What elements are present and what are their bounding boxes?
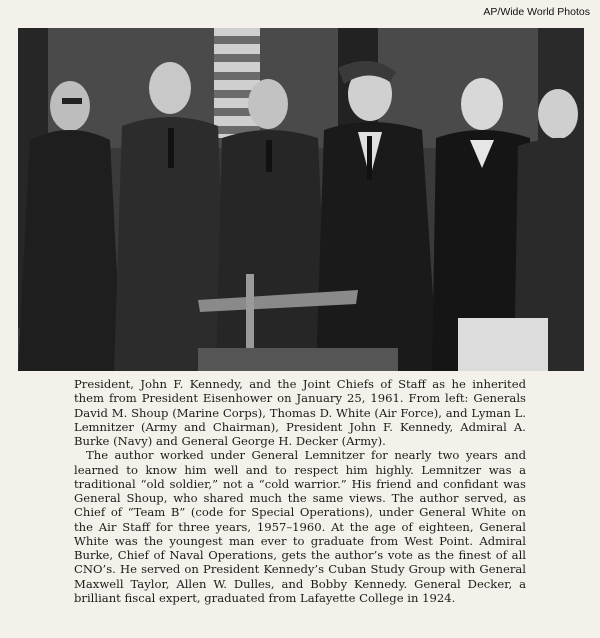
photo-credit: AP/Wide World Photos: [483, 6, 590, 18]
group-photograph: [18, 28, 584, 371]
caption-text: [74, 377, 526, 605]
body-paragraph: The author worked under General Lemnitzer for nearly two years and learned to know him well and to respect him highly. Lemnitzer was a traditional “old soldier,” not a “cold warrior.” His friend and confidant was General Shoup, who shared much the same views. The author served, as Chief of “Team B” (code for Special Operations), under General White on the Air Staff for three years, 1957–1960. At the age of eighteen, General White was the youngest man ever to graduate from West Point. Admiral Burke, Chief of Naval Operations, gets the author’s vote as the finest of all CNO’s. He served on President Kennedy’s Cuban Study Group with General Maxwell Taylor, Allen W. Dulles, and Bobby Kennedy. General Decker, a brilliant fiscal expert, graduated from Lafayette College in 1924.: [74, 448, 526, 605]
caption-paragraph: President, John F. Kennedy, and the Joint Chiefs of Staff as he inherited them from President Eisenhower on January 25, 1961. From left: Generals David M. Shoup (Marine Corps), Thomas D. White (Air Force), and Lyman L. Lemnitzer (Army and Chairman), President John F. Kennedy, Admiral A. Burke (Navy) and General George H. Decker (Army).: [74, 377, 526, 448]
flag: [214, 28, 260, 138]
